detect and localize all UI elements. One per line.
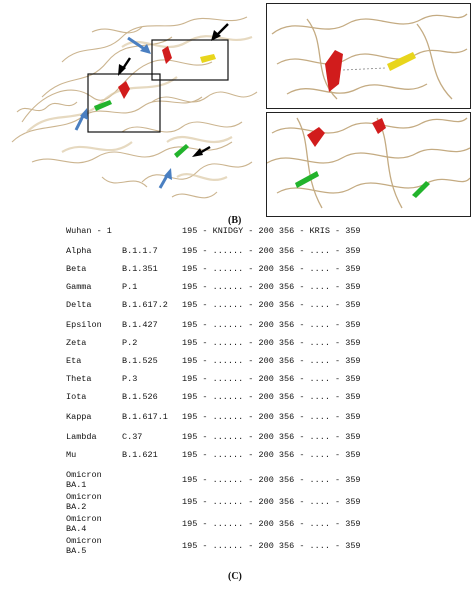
lineage-code: B.1.1.7 bbox=[122, 246, 158, 256]
sequence-motif: 195 - ...... - 200 356 - .... - 359 bbox=[182, 475, 361, 485]
variant-name: Omicron BA.5 bbox=[66, 536, 102, 556]
variant-name: Gamma bbox=[66, 282, 92, 292]
protein-structure-image bbox=[2, 2, 262, 216]
lineage-code: P.3 bbox=[122, 374, 138, 384]
zoom-inset-top bbox=[266, 3, 471, 109]
sequence-motif: 195 - ...... - 200 356 - .... - 359 bbox=[182, 374, 361, 384]
lineage-code: B.1.617.2 bbox=[122, 300, 168, 310]
lineage-code: B.1.621 bbox=[122, 450, 158, 460]
sequence-motif: 195 - ...... - 200 356 - .... - 359 bbox=[182, 392, 361, 402]
zoom-inset-bottom bbox=[266, 112, 471, 217]
lineage-code: B.1.351 bbox=[122, 264, 158, 274]
sequence-motif: 195 - ...... - 200 356 - .... - 359 bbox=[182, 282, 361, 292]
lineage-code: B.1.617.1 bbox=[122, 412, 168, 422]
sequence-motif: 195 - ...... - 200 356 - .... - 359 bbox=[182, 264, 361, 274]
panel-label-b: (B) bbox=[228, 215, 242, 226]
sequence-motif: 195 - ...... - 200 356 - .... - 359 bbox=[182, 338, 361, 348]
variant-name: Epsilon bbox=[66, 320, 102, 330]
variant-name: Theta bbox=[66, 374, 92, 384]
sequence-motif: 195 - ...... - 200 356 - .... - 359 bbox=[182, 497, 361, 507]
lineage-code: P.2 bbox=[122, 338, 138, 348]
sequence-motif: 195 - ...... - 200 356 - .... - 359 bbox=[182, 450, 361, 460]
sequence-alignment-table bbox=[0, 226, 471, 568]
sequence-motif: 195 - ...... - 200 356 - .... - 359 bbox=[182, 300, 361, 310]
sequence-motif: 195 - ...... - 200 356 - .... - 359 bbox=[182, 412, 361, 422]
variant-name: Eta bbox=[66, 356, 82, 366]
variant-name: Mu bbox=[66, 450, 77, 460]
variant-name: Omicron BA.2 bbox=[66, 492, 102, 512]
sequence-motif: 195 - ...... - 200 356 - .... - 359 bbox=[182, 356, 361, 366]
lineage-code: C.37 bbox=[122, 432, 143, 442]
variant-name: Beta bbox=[66, 264, 87, 274]
variant-name: Lambda bbox=[66, 432, 97, 442]
variant-name: Omicron BA.1 bbox=[66, 470, 102, 490]
panel-label-c: (C) bbox=[228, 571, 242, 582]
sequence-motif: 195 - ...... - 200 356 - .... - 359 bbox=[182, 432, 361, 442]
variant-name: Iota bbox=[66, 392, 87, 402]
variant-name: Alpha bbox=[66, 246, 92, 256]
sequence-motif: 195 - KNIDGY - 200 356 - KRIS - 359 bbox=[182, 226, 361, 236]
variant-name: Zeta bbox=[66, 338, 87, 348]
lineage-code: B.1.526 bbox=[122, 392, 158, 402]
lineage-code: P.1 bbox=[122, 282, 138, 292]
sequence-motif: 195 - ...... - 200 356 - .... - 359 bbox=[182, 320, 361, 330]
variant-name: Wuhan - 1 bbox=[66, 226, 112, 236]
sequence-motif: 195 - ...... - 200 356 - .... - 359 bbox=[182, 541, 361, 551]
variant-name: Kappa bbox=[66, 412, 92, 422]
lineage-code: B.1.427 bbox=[122, 320, 158, 330]
lineage-code: B.1.525 bbox=[122, 356, 158, 366]
variant-name: Delta bbox=[66, 300, 92, 310]
sequence-motif: 195 - ...... - 200 356 - .... - 359 bbox=[182, 246, 361, 256]
variant-name: Omicron BA.4 bbox=[66, 514, 102, 534]
sequence-motif: 195 - ...... - 200 356 - .... - 359 bbox=[182, 519, 361, 529]
